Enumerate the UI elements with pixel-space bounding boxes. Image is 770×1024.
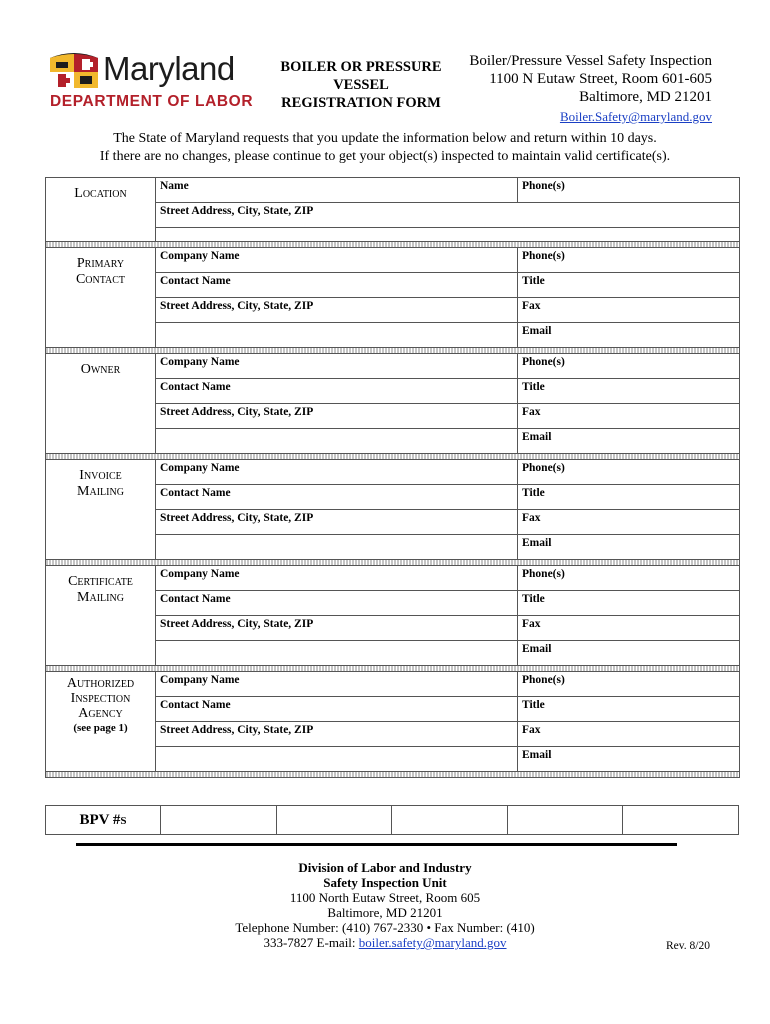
section-authorized-agency (46, 672, 156, 772)
primary-blank[interactable] (156, 323, 518, 348)
section-label: Mailing (77, 484, 124, 499)
section-label: Contact (75, 272, 126, 287)
section-label: Inspection (70, 691, 131, 706)
registration-form-table (45, 177, 740, 778)
owner-contact-field[interactable]: Contact Name (156, 379, 518, 404)
owner-street-field[interactable]: Street Address, City, State, ZIP (156, 404, 518, 429)
certificate-street-field[interactable]: Street Address, City, State, ZIP (156, 616, 518, 641)
agency-phone-field[interactable]: Phone(s) (518, 672, 740, 697)
section-divider (46, 772, 740, 778)
instruction-line: The State of Maryland requests that you update the information below and return within 10 days. (113, 131, 657, 146)
invoice-phone-field[interactable]: Phone(s) (518, 460, 740, 485)
footer-phone: Telephone Number: (410) 767-2330 • Fax Number: (410) (235, 920, 535, 935)
footer-division: Division of Labor and Industry (298, 860, 472, 875)
bpv-field[interactable] (623, 806, 739, 835)
primary-phone-field[interactable]: Phone(s) (518, 248, 740, 273)
invoice-contact-field[interactable]: Contact Name (156, 485, 518, 510)
form-title (272, 58, 450, 112)
certificate-title-field[interactable]: Title (518, 591, 740, 616)
footer (0, 860, 770, 950)
primary-contact-field[interactable]: Contact Name (156, 273, 518, 298)
certificate-fax-field[interactable]: Fax (518, 616, 740, 641)
owner-title-field[interactable]: Title (518, 379, 740, 404)
certificate-phone-field[interactable]: Phone(s) (518, 566, 740, 591)
section-invoice-mailing (46, 460, 156, 560)
agency-street-field[interactable]: Street Address, City, State, ZIP (156, 722, 518, 747)
location-phone-field[interactable]: Phone(s) (518, 178, 740, 203)
footer-street: 1100 North Eutaw Street, Room 605 (289, 890, 481, 905)
location-spacer (156, 228, 740, 242)
form-title-line: VESSEL (333, 77, 389, 93)
location-name-field[interactable]: Name (156, 178, 518, 203)
section-label: Mailing (77, 590, 124, 605)
invoice-email-field[interactable]: Email (518, 535, 740, 560)
section-certificate-mailing (46, 566, 156, 666)
bpv-field[interactable] (507, 806, 623, 835)
location-street-field[interactable]: Street Address, City, State, ZIP (156, 203, 740, 228)
agency-blank[interactable] (156, 747, 518, 772)
office-email-link[interactable]: Boiler.Safety@maryland.gov (559, 109, 712, 124)
agency-company-field[interactable]: Company Name (156, 672, 518, 697)
address-line: Boiler/Pressure Vessel Safety Inspection (469, 53, 712, 69)
form-title-line: REGISTRATION FORM (281, 95, 441, 111)
bpv-field[interactable] (276, 806, 392, 835)
bpv-numbers-row (45, 805, 739, 835)
section-label: Agency (78, 706, 123, 721)
form-title-line: BOILER OR PRESSURE (280, 59, 442, 75)
owner-phone-field[interactable]: Phone(s) (518, 354, 740, 379)
primary-company-field[interactable]: Company Name (156, 248, 518, 273)
invoice-fax-field[interactable]: Fax (518, 510, 740, 535)
owner-company-field[interactable]: Company Name (156, 354, 518, 379)
agency-contact-field[interactable]: Contact Name (156, 697, 518, 722)
footer-unit: Safety Inspection Unit (323, 875, 447, 890)
footer-city: Baltimore, MD 21201 (327, 905, 443, 920)
invoice-title-field[interactable]: Title (518, 485, 740, 510)
instruction-line: If there are no changes, please continue to get your object(s) inspected to maintain valid certificate(s). (99, 149, 671, 164)
agency-title-field[interactable]: Title (518, 697, 740, 722)
invoice-company-field[interactable]: Company Name (156, 460, 518, 485)
logo-department: DEPARTMENT OF LABOR (50, 93, 254, 110)
instructions (0, 130, 770, 166)
owner-email-field[interactable]: Email (518, 429, 740, 454)
primary-title-field[interactable]: Title (518, 273, 740, 298)
agency-note: (see page 1) (73, 722, 128, 734)
address-line: Baltimore, MD 21201 (579, 89, 712, 105)
section-label: Certificate (68, 574, 133, 589)
invoice-blank[interactable] (156, 535, 518, 560)
revision-label: Rev. 8/20 (666, 940, 710, 952)
maryland-dol-logo (48, 48, 260, 112)
invoice-street-field[interactable]: Street Address, City, State, ZIP (156, 510, 518, 535)
logo-wordmark: Maryland (103, 50, 235, 87)
section-location: Location (46, 178, 156, 242)
primary-street-field[interactable]: Street Address, City, State, ZIP (156, 298, 518, 323)
certificate-contact-field[interactable]: Contact Name (156, 591, 518, 616)
owner-blank[interactable] (156, 429, 518, 454)
agency-fax-field[interactable]: Fax (518, 722, 740, 747)
primary-email-field[interactable]: Email (518, 323, 740, 348)
section-owner (46, 354, 156, 454)
section-label: Owner (80, 362, 121, 377)
section-label: Invoice (79, 468, 122, 483)
owner-fax-field[interactable]: Fax (518, 404, 740, 429)
certificate-blank[interactable] (156, 641, 518, 666)
certificate-company-field[interactable]: Company Name (156, 566, 518, 591)
bpv-field[interactable] (161, 806, 277, 835)
bpv-field[interactable] (392, 806, 508, 835)
footer-divider (76, 843, 677, 846)
office-address (456, 52, 712, 126)
maryland-flag-icon (48, 52, 100, 92)
section-primary-contact (46, 248, 156, 348)
section-label: Primary (76, 256, 125, 271)
address-line: 1100 N Eutaw Street, Room 601-605 (489, 71, 712, 87)
section-label: Authorized (66, 676, 135, 691)
footer-email-link[interactable]: boiler.safety@maryland.gov (358, 935, 507, 950)
primary-fax-field[interactable]: Fax (518, 298, 740, 323)
agency-email-field[interactable]: Email (518, 747, 740, 772)
certificate-email-field[interactable]: Email (518, 641, 740, 666)
footer-fax-email: 333-7827 E-mail: (263, 935, 359, 950)
bpv-label: BPV #s (46, 806, 161, 835)
